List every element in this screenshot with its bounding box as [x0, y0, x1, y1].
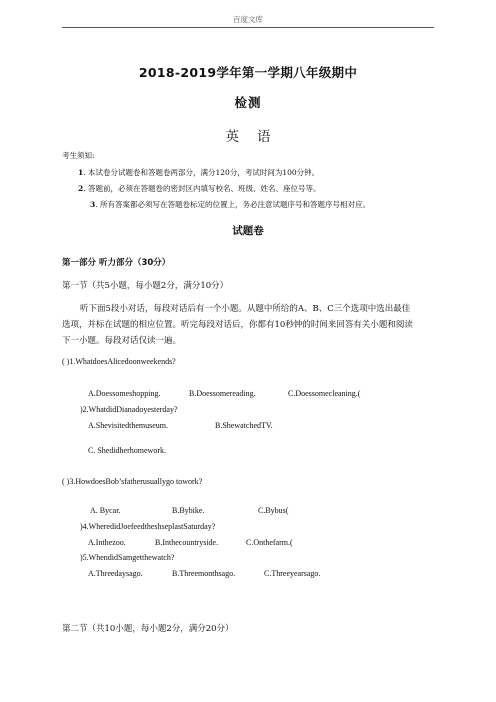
answer-option: C. Shedidherhomework. [88, 446, 166, 455]
section-heading: 第一节（共5小题，每小题2分，满分10分） [62, 281, 229, 291]
answer-option: A.Inthezoo. [88, 538, 126, 547]
question-stem: )2.WhatdidDianadoyesterday? [80, 405, 178, 414]
answer-option: B.Doessomereading. [189, 389, 256, 398]
note-number: 3 [90, 200, 96, 209]
answer-option: C.Doessomecleaning.( [288, 389, 361, 398]
exam-title: 2018-2019学年第一学期八年级期中 [138, 65, 358, 80]
question-stem: ( )3.HowdoesBob’sfatherusuallygo towork? [62, 477, 203, 486]
notes-heading: 考生须知: [62, 151, 95, 160]
answer-option: C.Threeyearsago. [264, 569, 321, 578]
answer-option: A. Bycar. [90, 506, 121, 515]
answer-option: A.Shevisitedthemuseum. [88, 421, 168, 430]
answer-option: B.Threemonthsago. [172, 569, 236, 578]
note-item: 2. 答题前，必须在答题卷的密封区内填写校名、班级、姓名、座位号等。 [78, 184, 321, 193]
page-header: 百度文库 [233, 15, 263, 24]
note-item: 3. 所有答案都必须写在答题卷标定的位置上，务必注意试题序号和答题序号相对应。 [90, 200, 370, 209]
section-heading: 第二节（共10小题，每小题2分，满分20分） [62, 624, 234, 634]
note-text: 本试卷分试题卷和答题卷两部分，满分120分，考试时间为100分钟。 [88, 168, 320, 177]
subject-heading: 英语 [225, 129, 289, 145]
answer-option: B.Bybike. [172, 506, 205, 515]
instruction-line: 听下面5段小对话，每段对话后有一个小题。从题中所给的A、B、C三个选项中选出最佳 [80, 304, 411, 314]
instruction-line: 选项，并标在试题的相应位置。听完每段对话后，你都有10秒钟的时间来回答有关小题和阅读 [62, 320, 413, 330]
answer-option: A.Doessomeshopping. [88, 389, 161, 398]
note-item: 1. 本试卷分试题卷和答题卷两部分，满分120分，考试时间为100分钟。 [78, 168, 320, 177]
note-text: 所有答案都必须写在答题卷标定的位置上，务必注意试题序号和答题序号相对应。 [100, 200, 370, 209]
question-stem: )4.WheredidJoefeedtheshseplastSaturday? [80, 522, 216, 531]
paper-label: 试题卷 [232, 225, 264, 237]
answer-option: C.Onthefarm.( [246, 538, 293, 547]
note-number: 1 [78, 168, 84, 177]
instruction-line: 下一小题。每段对话仅读一遍。 [62, 336, 182, 346]
question-stem: ( )1.WhatdoesAlicedoonweekends? [62, 357, 176, 366]
exam-title-line2: 检测 [234, 95, 262, 110]
note-number: 2 [78, 184, 84, 193]
answer-option: C.Bybus( [258, 506, 289, 515]
question-stem: )5.WhendidSamgetthewatch? [80, 553, 175, 562]
header-divider [62, 27, 434, 28]
answer-option: A.Threedaysago. [88, 569, 143, 578]
note-text: 答题前，必须在答题卷的密封区内填写校名、班级、姓名、座位号等。 [88, 184, 321, 193]
part-heading: 第一部分 听力部分（30分） [62, 258, 171, 268]
answer-option: B.Inthecountryside. [155, 538, 219, 547]
answer-option: B.ShewatchedTV. [215, 421, 273, 430]
